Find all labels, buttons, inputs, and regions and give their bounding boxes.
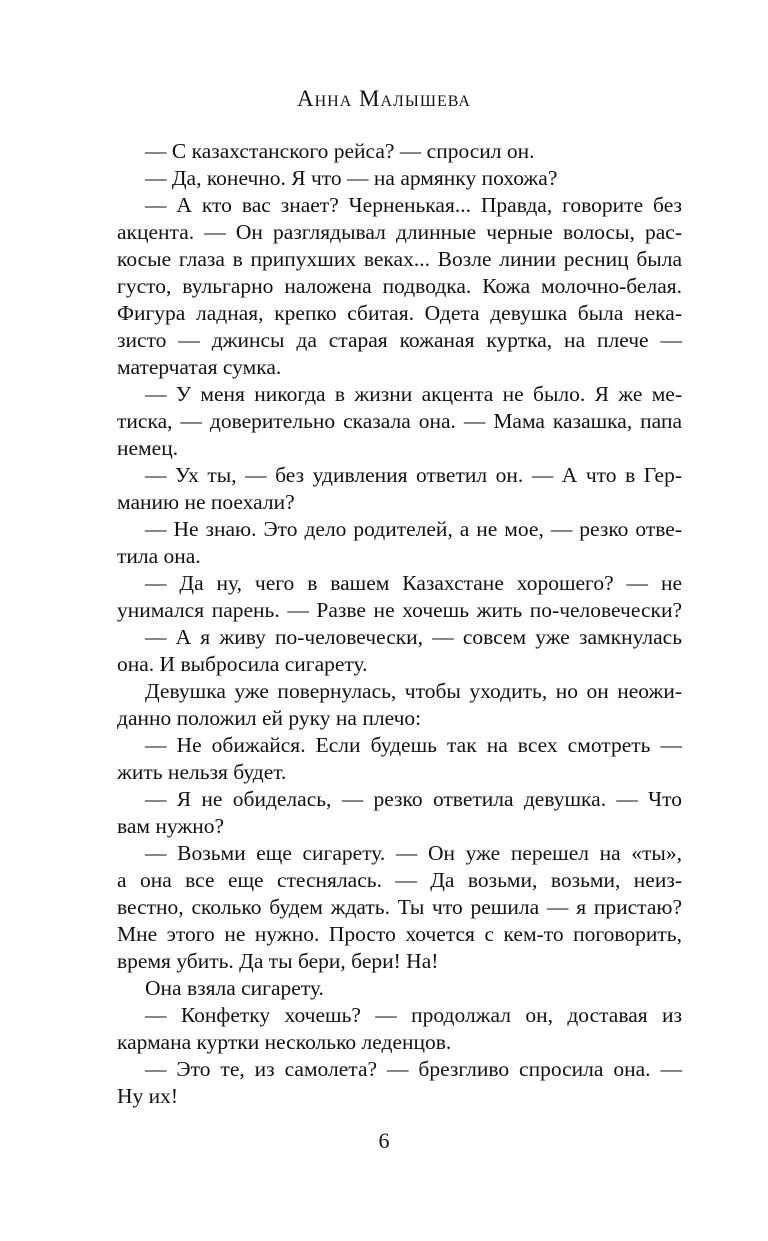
text-line: — Конфетку хочешь? — продолжал он, доставая из — [145, 1003, 682, 1027]
text-line: — Да ну, чего в вашем Казахстане хорошего? — не — [145, 571, 682, 595]
text-line: данно положил ей руку на плечо: — [117, 706, 422, 730]
page-number: 6 — [378, 1128, 390, 1153]
text-line: акцента. — Он разглядывал длинные черные волосы, рас- — [117, 220, 682, 244]
text-line: а она все еще стеснялась. — Да возьми, возьми, неиз- — [117, 868, 682, 892]
text-line: косые глаза в припухших веках... Возле линии ресниц была — [117, 247, 682, 271]
text-line: унимался парень. — Разве не хочешь жить по-человечески? — [117, 598, 682, 622]
text-line: вестно, сколько будем ждать. Ты что решила — я пристаю? — [117, 895, 682, 919]
text-line: вам нужно? — [117, 814, 225, 838]
text-line: матерчатая сумка. — [117, 355, 282, 379]
text-line: жить нельзя будет. — [117, 760, 287, 784]
text-line: — Ух ты, — без удивления ответил он. — А что в Гер- — [145, 463, 682, 487]
text-line: — А кто вас знает? Черненькая... Правда, говорите без — [145, 193, 682, 217]
text-line: Ну их! — [117, 1084, 179, 1108]
text-line: манию не поехали? — [117, 490, 295, 514]
text-line: — Это те, из самолета? — брезгливо спросила она. — — [145, 1057, 682, 1081]
text-line: — Не знаю. Это дело родителей, а не мое, — резко отве- — [145, 517, 682, 541]
text-line: зисто — джинсы да старая кожаная куртка, на плече — — [117, 328, 682, 352]
text-line: Она взяла сигарету. — [145, 976, 324, 1000]
text-line: — Не обижайся. Если будешь так на всех смотреть — — [145, 733, 682, 757]
text-line: — Я не обиделась, — резко ответила девушка. — Что — [145, 787, 682, 811]
text-line: — А я живу по-человечески, — совсем уже замкнулась — [145, 625, 682, 649]
text-line: немец. — [117, 436, 179, 460]
text-line: Фигура ладная, крепко сбитая. Одета девушка была нека- — [117, 301, 682, 325]
text-line: — С казахстанского рейса? — спросил он. — [145, 139, 535, 163]
text-line: тиска, — доверительно сказала она. — Мама казашка, папа — [117, 409, 682, 433]
text-line: время убить. Да ты бери, бери! На! — [117, 949, 439, 973]
text-line: — Да, конечно. Я что — на армянку похожа? — [145, 166, 558, 190]
text-line: — У меня никогда в жизни акцента не было. Я же ме- — [145, 382, 682, 406]
text-line: густо, вульгарно наложена подводка. Кожа молочно-белая. — [117, 274, 682, 298]
text-line: Девушка уже повернулась, чтобы уходить, но он неожи- — [145, 679, 682, 703]
text-line: — Возьми еще сигарету. — Он уже перешел на «ты», — [145, 841, 682, 865]
text-line: кармана куртки несколько леденцов. — [117, 1030, 452, 1054]
text-line: она. И выбросила сигарету. — [117, 652, 368, 676]
text-line: тила она. — [117, 544, 201, 568]
text-line: Мне этого не нужно. Просто хочется с кем-то поговорить, — [117, 922, 682, 946]
running-head: Анна Малышева — [297, 86, 471, 111]
body-text — [117, 138, 682, 1110]
